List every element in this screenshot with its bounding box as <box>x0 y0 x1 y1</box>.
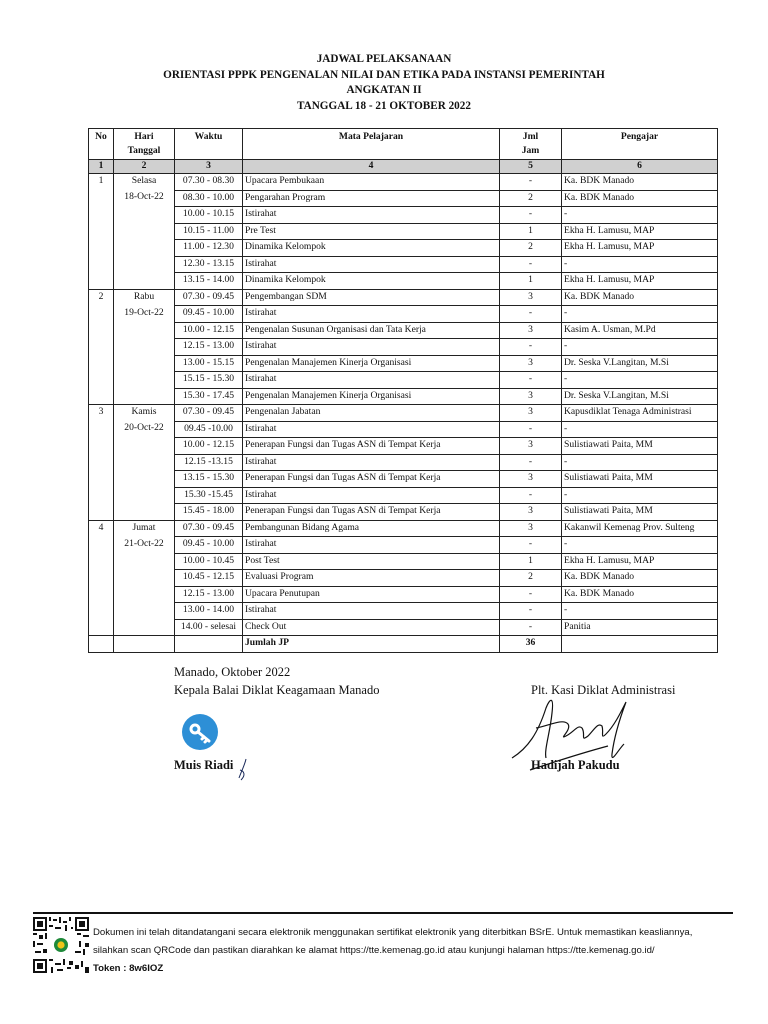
cell-hours: - <box>500 256 562 273</box>
cell-time: 10.00 - 10.15 <box>175 207 243 224</box>
col-num: 6 <box>562 160 718 174</box>
table-row <box>89 174 718 191</box>
cell-time: 13.15 - 15.30 <box>175 471 243 488</box>
right-signer-title: Plt. Kasi Diklat Administrasi <box>531 683 676 697</box>
cell-time: 07.30 - 09.45 <box>175 289 243 306</box>
cell-no <box>89 273 114 290</box>
cell-time: 07.30 - 09.45 <box>175 405 243 422</box>
cell-instructor: Ka. BDK Manado <box>562 190 718 207</box>
cell-instructor: - <box>562 537 718 554</box>
footer-divider <box>33 912 733 914</box>
cell-instructor: Ekha H. Lamusu, MAP <box>562 273 718 290</box>
cell-instructor: Dr. Seska V.Langitan, M.Si <box>562 388 718 405</box>
cell-subject: Evaluasi Program <box>243 570 500 587</box>
table-row <box>89 207 718 224</box>
cell-instructor: - <box>562 339 718 356</box>
cell-instructor: Ka. BDK Manado <box>562 586 718 603</box>
header-title: JADWAL PELAKSANAAN <box>316 53 452 65</box>
column-number-row <box>89 160 718 174</box>
cell-hours: - <box>500 174 562 191</box>
cell-subject: Pengenalan Manajemen Kinerja Organisasi <box>243 355 500 372</box>
cell-time: 12.15 - 13.00 <box>175 339 243 356</box>
cell-no <box>89 438 114 455</box>
table-row <box>89 603 718 620</box>
cell-time: 07.30 - 08.30 <box>175 174 243 191</box>
kemenag-logo-icon <box>182 714 218 750</box>
cell-hours: - <box>500 207 562 224</box>
cell-subject: Istirahat <box>243 256 500 273</box>
cell-instructor: - <box>562 487 718 504</box>
cell-time: 08.30 - 10.00 <box>175 190 243 207</box>
cell-instructor: Ka. BDK Manado <box>562 174 718 191</box>
cell-hours: 2 <box>500 190 562 207</box>
cell-instructor: - <box>562 306 718 323</box>
cell-day-date <box>114 619 175 636</box>
empty-cell <box>562 636 718 653</box>
cell-day-date <box>114 570 175 587</box>
table-row <box>89 306 718 323</box>
cell-time: 11.00 - 12.30 <box>175 240 243 257</box>
cell-subject: Penerapan Fungsi dan Tugas ASN di Tempat Kerja <box>243 471 500 488</box>
cell-time: 10.45 - 12.15 <box>175 570 243 587</box>
cell-subject: Istirahat <box>243 487 500 504</box>
cell-instructor: - <box>562 421 718 438</box>
header-batch: ANGKATAN II <box>346 84 422 96</box>
cell-day-date <box>114 207 175 224</box>
cell-time: 10.00 - 10.45 <box>175 553 243 570</box>
cell-subject: Pengenalan Manajemen Kinerja Organisasi <box>243 388 500 405</box>
cell-day-date <box>114 388 175 405</box>
cell-day-date: Kamis <box>114 405 175 422</box>
table-row <box>89 619 718 636</box>
cell-hours: 2 <box>500 240 562 257</box>
table-row <box>89 190 718 207</box>
table-row <box>89 454 718 471</box>
cell-subject: Pengenalan Susunan Organisasi dan Tata Kerja <box>243 322 500 339</box>
cell-instructor: Ka. BDK Manado <box>562 289 718 306</box>
cell-day-date: 18-Oct-22 <box>114 190 175 207</box>
cell-time: 12.15 -13.15 <box>175 454 243 471</box>
left-signer-name: Muis Riadi <box>174 758 234 772</box>
table-row <box>89 372 718 389</box>
col-num: 3 <box>175 160 243 174</box>
cell-hours: - <box>500 603 562 620</box>
footer-token: Token : 8w6IOZ <box>93 963 164 974</box>
cell-subject: Pembangunan Bidang Agama <box>243 520 500 537</box>
cell-day-date <box>114 372 175 389</box>
cell-time: 09.45 - 10.00 <box>175 306 243 323</box>
cell-time: 13.00 - 14.00 <box>175 603 243 620</box>
cell-subject: Post Test <box>243 553 500 570</box>
col-header-instructor: Pengajar <box>562 129 718 160</box>
cell-time: 10.00 - 12.15 <box>175 322 243 339</box>
cell-no <box>89 240 114 257</box>
cell-instructor: Ka. BDK Manado <box>562 570 718 587</box>
total-value: 36 <box>500 636 562 653</box>
cell-hours: - <box>500 537 562 554</box>
cell-subject: Istirahat <box>243 537 500 554</box>
place-date: Manado, Oktober 2022 <box>174 665 291 679</box>
cell-day-date <box>114 322 175 339</box>
cell-time: 12.15 - 13.00 <box>175 586 243 603</box>
cell-no <box>89 355 114 372</box>
col-header-day-label: Hari Tanggal <box>127 131 161 156</box>
cell-day-date <box>114 454 175 471</box>
cell-hours: 1 <box>500 223 562 240</box>
cell-no <box>89 322 114 339</box>
cell-subject: Penerapan Fungsi dan Tugas ASN di Tempat Kerja <box>243 504 500 521</box>
table-row <box>89 273 718 290</box>
col-header-hours <box>500 129 562 160</box>
col-num: 1 <box>89 160 114 174</box>
cell-day-date <box>114 355 175 372</box>
cell-no: 1 <box>89 174 114 191</box>
footer-notice <box>93 924 733 978</box>
cell-hours: 3 <box>500 388 562 405</box>
table-row <box>89 553 718 570</box>
cell-no: 3 <box>89 405 114 422</box>
cell-day-date <box>114 438 175 455</box>
table-row <box>89 537 718 554</box>
cell-instructor: Kapusdiklat Tenaga Administrasi <box>562 405 718 422</box>
left-signer-title: Kepala Balai Diklat Keagamaan Manado <box>174 683 380 697</box>
cell-day-date: Selasa <box>114 174 175 191</box>
cell-hours: - <box>500 306 562 323</box>
footer-line-1: Dokumen ini telah ditandatangani secara elektronik menggunakan sertifikat elektronik yang diterbitkan BSrE. Untuk memastikan keasliannya, <box>93 927 693 938</box>
header-date: TANGGAL 18 - 21 OKTOBER 2022 <box>297 99 471 112</box>
cell-time: 13.00 - 15.15 <box>175 355 243 372</box>
cell-instructor: - <box>562 603 718 620</box>
cell-hours: 1 <box>500 553 562 570</box>
cell-no <box>89 223 114 240</box>
total-row <box>89 636 718 653</box>
table-row <box>89 570 718 587</box>
col-num: 4 <box>243 160 500 174</box>
cell-time: 14.00 - selesai <box>175 619 243 636</box>
cell-hours: 1 <box>500 273 562 290</box>
footer-line-2: silahkan scan QRCode dan pastikan diarahkan ke alamat https://tte.kemenag.go.id atau kunjungi halaman https://tte.kemenag.go.id/ <box>93 945 655 956</box>
cell-day-date <box>114 240 175 257</box>
col-num: 2 <box>114 160 175 174</box>
cell-hours: 3 <box>500 520 562 537</box>
cell-no <box>89 570 114 587</box>
cell-day-date: 20-Oct-22 <box>114 421 175 438</box>
col-header-subject: Mata Pelajaran <box>243 129 500 160</box>
cell-hours: 3 <box>500 438 562 455</box>
table-row <box>89 471 718 488</box>
cell-day-date: Jumat <box>114 520 175 537</box>
cell-subject: Istirahat <box>243 339 500 356</box>
cell-no <box>89 603 114 620</box>
cell-subject: Istirahat <box>243 421 500 438</box>
qr-code-icon[interactable] <box>33 917 89 973</box>
cell-no <box>89 190 114 207</box>
table-row <box>89 339 718 356</box>
cell-instructor: Dr. Seska V.Langitan, M.Si <box>562 355 718 372</box>
cell-subject: Dinamika Kelompok <box>243 240 500 257</box>
col-header-no: No <box>89 129 114 160</box>
cell-time: 09.45 -10.00 <box>175 421 243 438</box>
cell-no <box>89 537 114 554</box>
cell-time: 15.30 - 17.45 <box>175 388 243 405</box>
cell-hours: 3 <box>500 355 562 372</box>
cell-no <box>89 454 114 471</box>
schedule-table <box>88 128 718 653</box>
total-label: Jumlah JP <box>243 636 500 653</box>
cell-hours: - <box>500 487 562 504</box>
cell-no <box>89 256 114 273</box>
cell-instructor: - <box>562 256 718 273</box>
cell-subject: Istirahat <box>243 306 500 323</box>
cell-hours: - <box>500 454 562 471</box>
cell-day-date <box>114 487 175 504</box>
cell-hours: 2 <box>500 570 562 587</box>
table-row <box>89 223 718 240</box>
table-row <box>89 289 718 306</box>
cell-day-date: 19-Oct-22 <box>114 306 175 323</box>
cell-instructor: Sulistiawati Paita, MM <box>562 438 718 455</box>
cell-time: 09.45 - 10.00 <box>175 537 243 554</box>
cell-instructor: Kasim A. Usman, M.Pd <box>562 322 718 339</box>
cell-no <box>89 553 114 570</box>
cell-hours: 3 <box>500 504 562 521</box>
cell-no <box>89 207 114 224</box>
cell-hours: - <box>500 619 562 636</box>
cell-subject: Istirahat <box>243 454 500 471</box>
document-header <box>0 52 768 114</box>
cell-day-date: Rabu <box>114 289 175 306</box>
cell-time: 12.30 - 13.15 <box>175 256 243 273</box>
cell-instructor: Panitia <box>562 619 718 636</box>
cell-subject: Check Out <box>243 619 500 636</box>
table-header-row <box>89 129 718 160</box>
cell-subject: Pre Test <box>243 223 500 240</box>
header-event: ORIENTASI PPPK PENGENALAN NILAI DAN ETIKA PADA INSTANSI PEMERINTAH <box>163 68 605 81</box>
cell-subject: Upacara Pembukaan <box>243 174 500 191</box>
cell-instructor: Ekha H. Lamusu, MAP <box>562 223 718 240</box>
cell-no: 4 <box>89 520 114 537</box>
cell-no <box>89 504 114 521</box>
table-row <box>89 504 718 521</box>
cell-hours: - <box>500 586 562 603</box>
cell-no <box>89 421 114 438</box>
cell-day-date <box>114 603 175 620</box>
cell-hours: - <box>500 372 562 389</box>
cell-subject: Dinamika Kelompok <box>243 273 500 290</box>
cell-subject: Pengembangan SDM <box>243 289 500 306</box>
cell-instructor: Sulistiawati Paita, MM <box>562 471 718 488</box>
table-row <box>89 438 718 455</box>
cell-hours: 3 <box>500 322 562 339</box>
small-signature-icon <box>236 756 250 782</box>
cell-time: 10.15 - 11.00 <box>175 223 243 240</box>
cell-time: 10.00 - 12.15 <box>175 438 243 455</box>
cell-instructor: - <box>562 372 718 389</box>
schedule-body <box>89 174 718 653</box>
cell-day-date <box>114 273 175 290</box>
cell-no <box>89 339 114 356</box>
empty-cell <box>89 636 114 653</box>
cell-hours: - <box>500 421 562 438</box>
table-row <box>89 586 718 603</box>
table-row <box>89 355 718 372</box>
cell-no: 2 <box>89 289 114 306</box>
cell-no <box>89 471 114 488</box>
cell-subject: Istirahat <box>243 207 500 224</box>
cell-no <box>89 586 114 603</box>
cell-time: 15.45 - 18.00 <box>175 504 243 521</box>
table-row <box>89 421 718 438</box>
empty-cell <box>114 636 175 653</box>
cell-day-date <box>114 471 175 488</box>
col-header-day <box>114 129 175 160</box>
table-row <box>89 487 718 504</box>
cell-no <box>89 372 114 389</box>
cell-instructor: - <box>562 207 718 224</box>
cell-instructor: - <box>562 454 718 471</box>
table-row <box>89 256 718 273</box>
cell-hours: 3 <box>500 289 562 306</box>
cell-instructor: Kakanwil Kemenag Prov. Sulteng <box>562 520 718 537</box>
cell-day-date <box>114 339 175 356</box>
cell-hours: - <box>500 339 562 356</box>
cell-subject: Upacara Penutupan <box>243 586 500 603</box>
table-row <box>89 240 718 257</box>
col-header-hours-label: Jml Jam <box>521 131 540 156</box>
cell-no <box>89 487 114 504</box>
cell-day-date <box>114 553 175 570</box>
cell-instructor: Ekha H. Lamusu, MAP <box>562 553 718 570</box>
table-row <box>89 388 718 405</box>
cell-hours: 3 <box>500 471 562 488</box>
table-row <box>89 322 718 339</box>
table-row <box>89 520 718 537</box>
cell-subject: Istirahat <box>243 603 500 620</box>
cell-hours: 3 <box>500 405 562 422</box>
cell-day-date <box>114 586 175 603</box>
cell-no <box>89 388 114 405</box>
cell-instructor: Ekha H. Lamusu, MAP <box>562 240 718 257</box>
cell-day-date <box>114 504 175 521</box>
col-header-time: Waktu <box>175 129 243 160</box>
cell-no <box>89 306 114 323</box>
cell-day-date <box>114 256 175 273</box>
cell-subject: Penerapan Fungsi dan Tugas ASN di Tempat Kerja <box>243 438 500 455</box>
cell-time: 07.30 - 09.45 <box>175 520 243 537</box>
cell-time: 13.15 - 14.00 <box>175 273 243 290</box>
cell-no <box>89 619 114 636</box>
cell-day-date <box>114 223 175 240</box>
empty-cell <box>175 636 243 653</box>
cell-time: 15.30 -15.45 <box>175 487 243 504</box>
cell-subject: Istirahat <box>243 372 500 389</box>
cell-subject: Pengarahan Program <box>243 190 500 207</box>
right-signer-name: Hadijah Pakudu <box>531 758 620 772</box>
table-row <box>89 405 718 422</box>
cell-instructor: Sulistiawati Paita, MM <box>562 504 718 521</box>
col-num: 5 <box>500 160 562 174</box>
cell-time: 15.15 - 15.30 <box>175 372 243 389</box>
cell-day-date: 21-Oct-22 <box>114 537 175 554</box>
cell-subject: Pengenalan Jabatan <box>243 405 500 422</box>
